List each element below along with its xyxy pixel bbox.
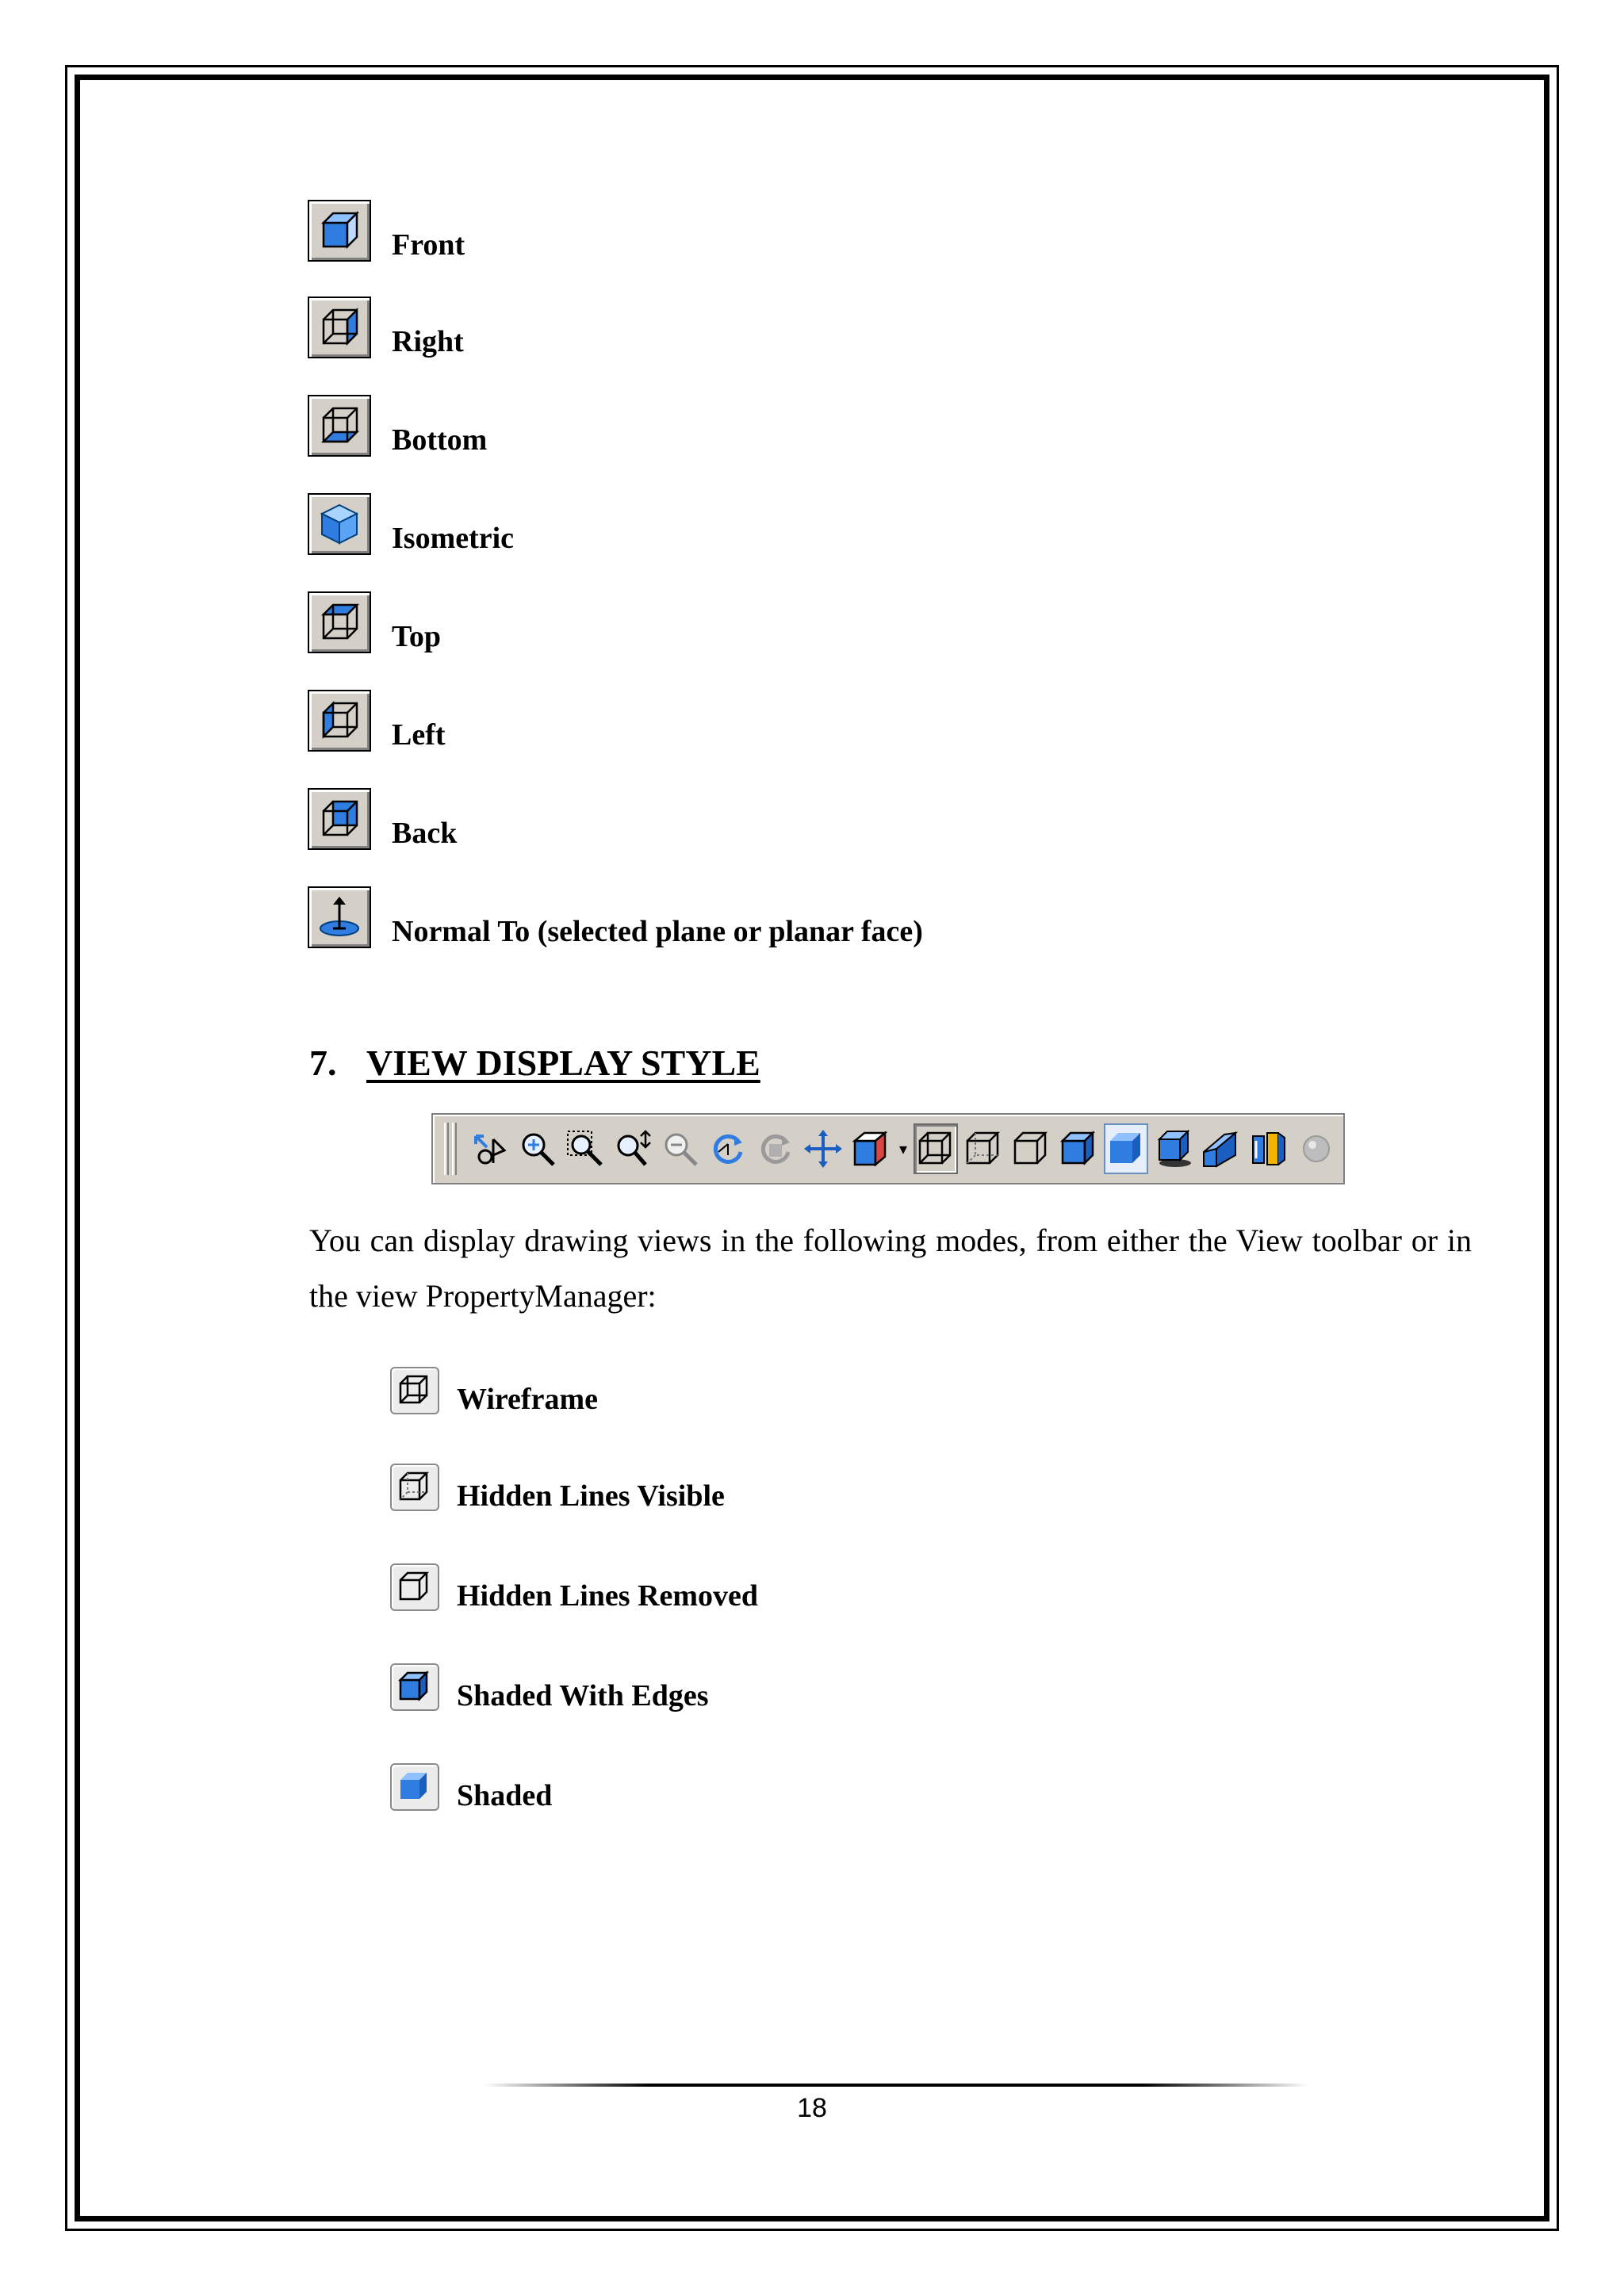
zoom-to-area-icon[interactable] (563, 1123, 607, 1174)
view-toolbar (431, 1113, 1345, 1184)
view-item-normal-to (308, 880, 923, 948)
view-label: Bottom (392, 423, 488, 457)
zoom-to-fit-icon[interactable] (515, 1123, 560, 1174)
section-title: VIEW DISPLAY STYLE (366, 1043, 760, 1083)
wireframe-icon[interactable] (914, 1123, 958, 1174)
view-label: Back (392, 817, 458, 850)
hidden-lines-visible-icon[interactable] (961, 1123, 1005, 1174)
view-label: Right (392, 325, 464, 358)
shaded-with-edges-icon[interactable] (390, 1663, 439, 1711)
front-view-icon[interactable] (308, 200, 371, 262)
view-label: Top (392, 620, 441, 653)
normal-to-icon[interactable] (308, 886, 371, 948)
pan-icon[interactable] (801, 1123, 845, 1174)
section-number: 7. (309, 1043, 337, 1083)
hidden-lines-removed-icon[interactable] (390, 1563, 439, 1611)
top-view-icon[interactable] (308, 591, 371, 653)
intro-paragraph: You can display drawing views in the following modes, from either the View toolbar or in the view PropertyManager: (309, 1223, 1472, 1314)
mode-item-hidden-lines-visible (390, 1456, 725, 1511)
view-item-top (308, 585, 441, 653)
mode-item-hidden-lines-removed (390, 1556, 758, 1611)
mode-label: Hidden Lines Removed (457, 1579, 759, 1613)
view-item-front (308, 193, 465, 262)
footer-divider (484, 2084, 1308, 2087)
view-item-left (308, 683, 446, 752)
view-label: Left (392, 718, 446, 752)
mode-item-shaded (390, 1755, 552, 1811)
realview-icon[interactable] (1294, 1123, 1339, 1174)
page-number: 18 (797, 2093, 827, 2123)
mode-item-wireframe (390, 1359, 598, 1414)
mode-label: Shaded With Edges (457, 1679, 709, 1712)
shaded-icon[interactable] (1104, 1123, 1148, 1174)
mode-label: Wireframe (457, 1383, 598, 1416)
back-view-icon[interactable] (308, 788, 371, 850)
previous-view-icon[interactable] (468, 1123, 512, 1174)
toolbar-grip[interactable] (452, 1123, 457, 1175)
perspective-icon[interactable] (1199, 1123, 1243, 1174)
hidden-lines-visible-icon[interactable] (390, 1464, 439, 1511)
shaded-icon[interactable] (390, 1763, 439, 1811)
view-label: Normal To (selected plane or planar face) (392, 915, 923, 948)
dropdown-arrow-icon[interactable]: ▾ (898, 1140, 908, 1158)
isometric-view-icon[interactable] (308, 493, 371, 555)
wireframe-icon[interactable] (390, 1367, 439, 1414)
left-view-icon[interactable] (308, 690, 371, 752)
rotate-view-icon[interactable] (706, 1123, 750, 1174)
toolbar-grip[interactable] (444, 1123, 449, 1175)
right-view-icon[interactable] (308, 297, 371, 358)
view-label: Isometric (392, 522, 515, 555)
view-label: Front (392, 228, 465, 262)
view-orientation-icon[interactable] (848, 1123, 893, 1174)
mode-label: Hidden Lines Visible (457, 1479, 725, 1513)
bottom-view-icon[interactable] (308, 395, 371, 457)
view-item-right (308, 290, 464, 358)
section-view-icon[interactable] (1247, 1123, 1291, 1174)
hidden-lines-removed-icon[interactable] (1009, 1123, 1053, 1174)
view-item-back (308, 782, 457, 850)
shaded-with-edges-icon[interactable] (1056, 1123, 1101, 1174)
shadows-icon[interactable] (1151, 1123, 1196, 1174)
view-item-bottom (308, 388, 487, 457)
zoom-in-out-icon[interactable] (611, 1123, 655, 1174)
zoom-to-selection-icon[interactable] (658, 1123, 703, 1174)
view-item-isometric (308, 487, 514, 555)
mode-label: Shaded (457, 1779, 553, 1812)
rotate-view-disabled-icon[interactable] (753, 1123, 798, 1174)
section-heading (309, 1042, 760, 1084)
mode-item-shaded-with-edges (390, 1655, 709, 1711)
